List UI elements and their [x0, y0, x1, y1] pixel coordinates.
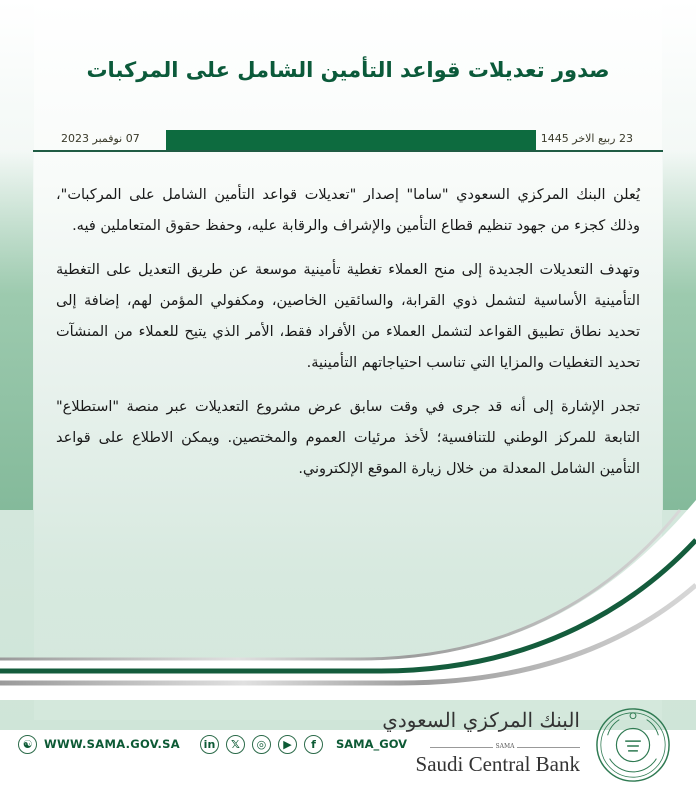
linkedin-icon[interactable]: in	[200, 735, 219, 754]
website-link[interactable]: WWW.SAMA.GOV.SA	[44, 737, 180, 751]
logo-english-name: Saudi Central Bank	[415, 752, 580, 776]
page-title: صدور تعديلات قواعد التأمين الشامل على المركبات	[86, 58, 610, 82]
decorative-curves	[0, 500, 696, 700]
globe-icon: ☯	[18, 735, 37, 754]
sama-logo	[382, 700, 678, 785]
seal-emblem-icon	[594, 706, 672, 784]
paragraph: وتهدف التعديلات الجديدة إلى منح العملاء تغطية تأمينية موسعة عن طريق التعديل على التغطية التأمينية الأساسية لتشمل ذوي القرابة، والسائقين الخاصين، ومكفولي المؤمن لهم، إضافة إلى تحديد نطاق تطبيق القواعد لتشمل العملاء من الأفراد فقط، الأمر الذي يتيح للعملاء من المنشآت تحديد التغطيات والمزايا التي تناسب احتياجاتهم التأمينية.	[56, 262, 640, 371]
paragraph: تجدر الإشارة إلى أنه قد جرى في وقت سابق عرض مشروع التعديلات عبر منصة "استطلاع" التابعة للمركز الوطني للتنافسية؛ لأخذ مرئيات العموم والمختصين. ويمكن الاطلاع على قواعد التأمين الشامل المعدلة من خلال زيارة الموقع الإلكتروني.	[56, 399, 640, 477]
date-bar	[33, 130, 663, 152]
logo-arabic-name: البنك المركزي السعودي	[382, 708, 580, 732]
logo-tag: SAMA	[430, 747, 580, 754]
facebook-icon[interactable]: f	[304, 735, 323, 754]
instagram-icon[interactable]: ◎	[252, 735, 271, 754]
date-bar-divider	[33, 150, 663, 152]
date-bar-accent	[166, 130, 536, 152]
announcement-body	[56, 180, 640, 498]
paragraph: يُعلن البنك المركزي السعودي "ساما" إصدار "تعديلات قواعد التأمين الشامل على المركبات"، وذلك كجزء من جهود تنظيم قطاع التأمين والإشراف والرقابة عليه، وحفظ حقوق المتعاملين فيه.	[56, 187, 640, 234]
x-icon[interactable]: 𝕏	[226, 735, 245, 754]
youtube-icon[interactable]: ▶	[278, 735, 297, 754]
date-gregorian: 07 نوفمبر 2023	[61, 132, 140, 145]
date-hijri: 23 ربيع الاخر 1445	[540, 132, 633, 145]
social-handle: SAMA_GOV	[335, 737, 408, 751]
footer-contacts	[18, 732, 407, 756]
decorative-strip-right	[663, 150, 696, 510]
decorative-strip-left	[0, 150, 33, 510]
